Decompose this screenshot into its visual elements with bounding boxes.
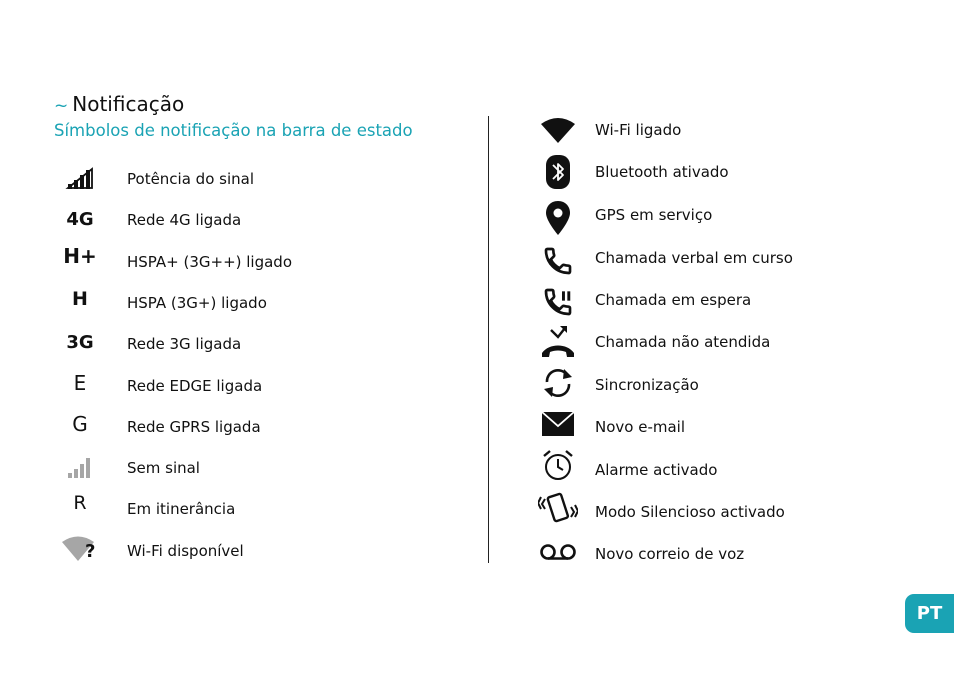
title-tilde: ~ (54, 96, 69, 116)
item-label: Wi-Fi ligado (595, 121, 682, 139)
language-badge: PT (905, 594, 954, 633)
item-label: Rede GPRS ligada (127, 418, 261, 436)
wifi-on-icon (538, 110, 578, 150)
sync-icon (538, 363, 578, 403)
item-label: Chamada verbal em curso (595, 249, 793, 267)
page-title (54, 92, 184, 116)
bluetooth-icon (538, 152, 578, 192)
gps-pin-icon (538, 198, 578, 238)
network-gprs-icon: G (72, 412, 88, 436)
column-divider (488, 116, 489, 563)
item-label: Bluetooth ativado (595, 163, 729, 181)
item-label: Sem sinal (127, 459, 200, 477)
missed-call-icon (538, 322, 578, 362)
item-label: Modo Silencioso activado (595, 503, 785, 521)
roaming-icon: R (73, 491, 87, 514)
item-label: Chamada não atendida (595, 333, 771, 351)
mail-icon (538, 404, 578, 444)
item-label: HSPA (3G+) ligado (127, 294, 267, 312)
signal-none-icon (60, 448, 100, 488)
vibrate-icon (538, 488, 578, 528)
item-label: Em itinerância (127, 500, 236, 518)
phone-call-icon (538, 241, 578, 281)
item-label: Wi-Fi disponível (127, 542, 244, 560)
item-label: Potência do sinal (127, 170, 254, 188)
item-label: Rede 3G ligada (127, 335, 242, 353)
item-label: HSPA+ (3G++) ligado (127, 253, 293, 271)
network-h-icon: H (72, 287, 88, 310)
item-label: GPS em serviço (595, 206, 713, 224)
network-4g-icon: 4G (66, 209, 94, 230)
wifi-available-icon: ? (60, 529, 100, 569)
section-subtitle: Símbolos de notificação na barra de estado (54, 121, 413, 140)
alarm-clock-icon (538, 445, 578, 485)
phone-hold-icon (538, 282, 578, 322)
signal-full-icon (60, 159, 100, 199)
item-label: Chamada em espera (595, 291, 752, 309)
item-label: Novo correio de voz (595, 545, 745, 563)
title-text: Notificação (72, 92, 185, 116)
network-edge-icon: E (73, 371, 87, 395)
item-label: Alarme activado (595, 461, 718, 479)
item-label: Rede EDGE ligada (127, 377, 263, 395)
item-label: Sincronização (595, 376, 699, 394)
item-label: Novo e-mail (595, 418, 685, 436)
voicemail-icon (538, 532, 578, 572)
network-hplus-icon: H+ (63, 244, 97, 268)
item-label: Rede 4G ligada (127, 211, 242, 229)
network-3g-icon: 3G (66, 332, 94, 353)
